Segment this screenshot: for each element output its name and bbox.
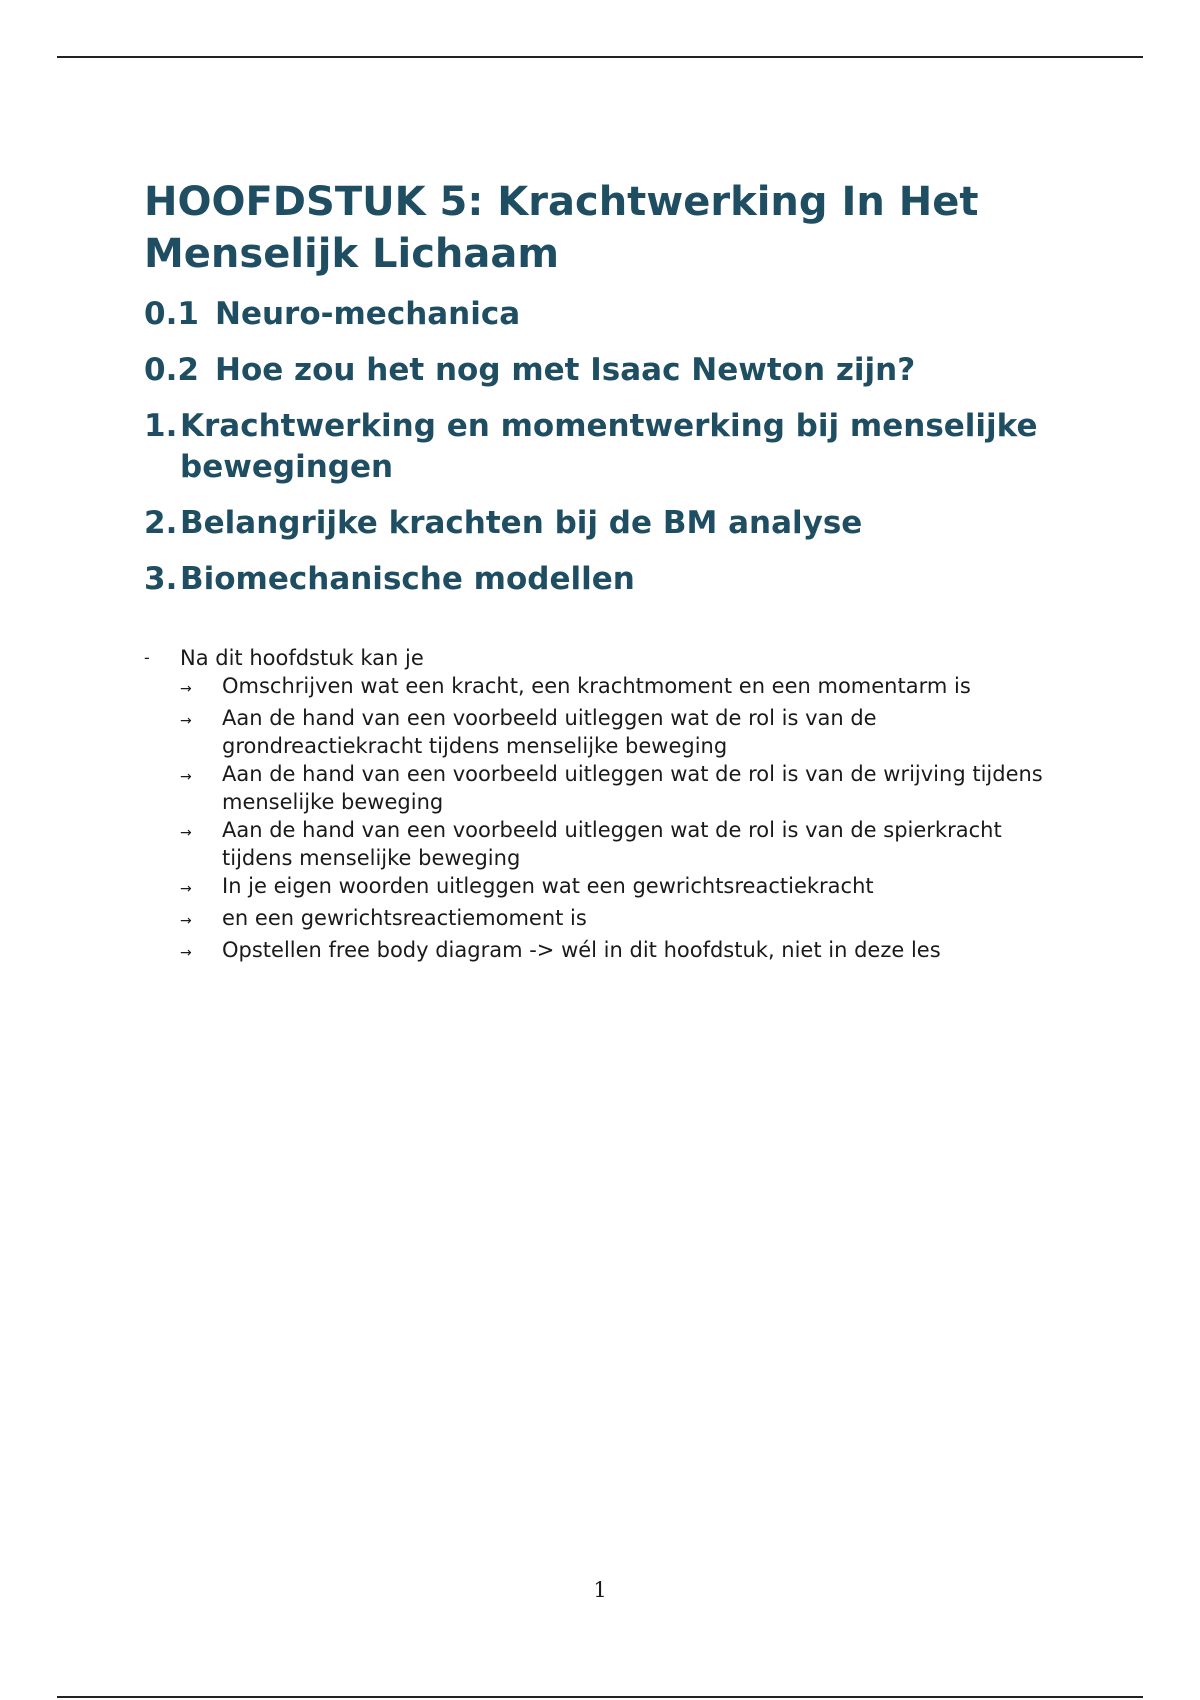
objective-text: en een gewrichtsreactiemoment is [222, 906, 587, 930]
heading-1 [144, 406, 1064, 488]
heading-number: 0.1 [144, 296, 199, 332]
arrow-icon: → [180, 713, 192, 729]
objective-text: Aan de hand van een voorbeeld uitleggen wat de rol is van de grondreactiekracht tijdens menselijke beweging [222, 706, 877, 758]
dash-bullet: - [144, 648, 150, 667]
heading-0-1 [144, 294, 1064, 335]
heading-2 [144, 503, 1064, 544]
footer-rule [57, 1696, 1143, 1698]
header-rule [57, 56, 1143, 58]
arrow-icon: → [180, 913, 192, 929]
heading-3 [144, 559, 1064, 600]
arrow-icon: → [180, 881, 192, 897]
list-item [180, 816, 1064, 872]
list-item [180, 704, 1064, 760]
heading-number: 0.2 [144, 352, 199, 388]
heading-text: Hoe zou het nog met Isaac Newton zijn? [215, 352, 916, 388]
chapter-title: HOOFDSTUK 5: Krachtwerking In Het Menselijk Lichaam [144, 179, 979, 277]
list-item [180, 672, 1064, 704]
heading-text: Neuro-mechanica [215, 296, 521, 332]
objective-text: In je eigen woorden uitleggen wat een gewrichtsreactiekracht [222, 874, 874, 898]
arrow-icon: → [180, 769, 192, 785]
intro-line [144, 644, 1064, 672]
objective-text: Aan de hand van een voorbeeld uitleggen wat de rol is van de wrijving tijdens menselijke beweging [222, 762, 1043, 814]
heading-text: Krachtwerking en momentwerking bij menselijke bewegingen [180, 408, 1038, 485]
arrow-icon: → [180, 681, 192, 697]
learning-objectives [144, 644, 1064, 968]
heading-0-2 [144, 350, 1064, 391]
objective-text: Omschrijven wat een kracht, een krachtmoment en een momentarm is [222, 674, 971, 698]
objective-text: Aan de hand van een voorbeeld uitleggen wat de rol is van de spierkracht tijdens menselijke beweging [222, 818, 1002, 870]
arrow-icon: → [180, 825, 192, 841]
intro-text: Na dit hoofdstuk kan je [180, 646, 424, 670]
objective-text: Opstellen free body diagram -> wél in dit hoofdstuk, niet in deze les [222, 938, 941, 962]
arrow-icon: → [180, 945, 192, 961]
heading-number: 1. [144, 408, 178, 444]
page-content [144, 176, 1064, 968]
heading-number: 3. [144, 561, 178, 597]
objectives-list [144, 672, 1064, 968]
section-headings [144, 294, 1064, 600]
list-item [180, 872, 1064, 904]
page-number: 1 [593, 1578, 607, 1602]
heading-text: Biomechanische modellen [180, 561, 635, 597]
heading-number: 2. [144, 505, 178, 541]
list-item [180, 936, 1064, 968]
list-item [180, 904, 1064, 936]
heading-text: Belangrijke krachten bij de BM analyse [180, 505, 863, 541]
list-item [180, 760, 1064, 816]
